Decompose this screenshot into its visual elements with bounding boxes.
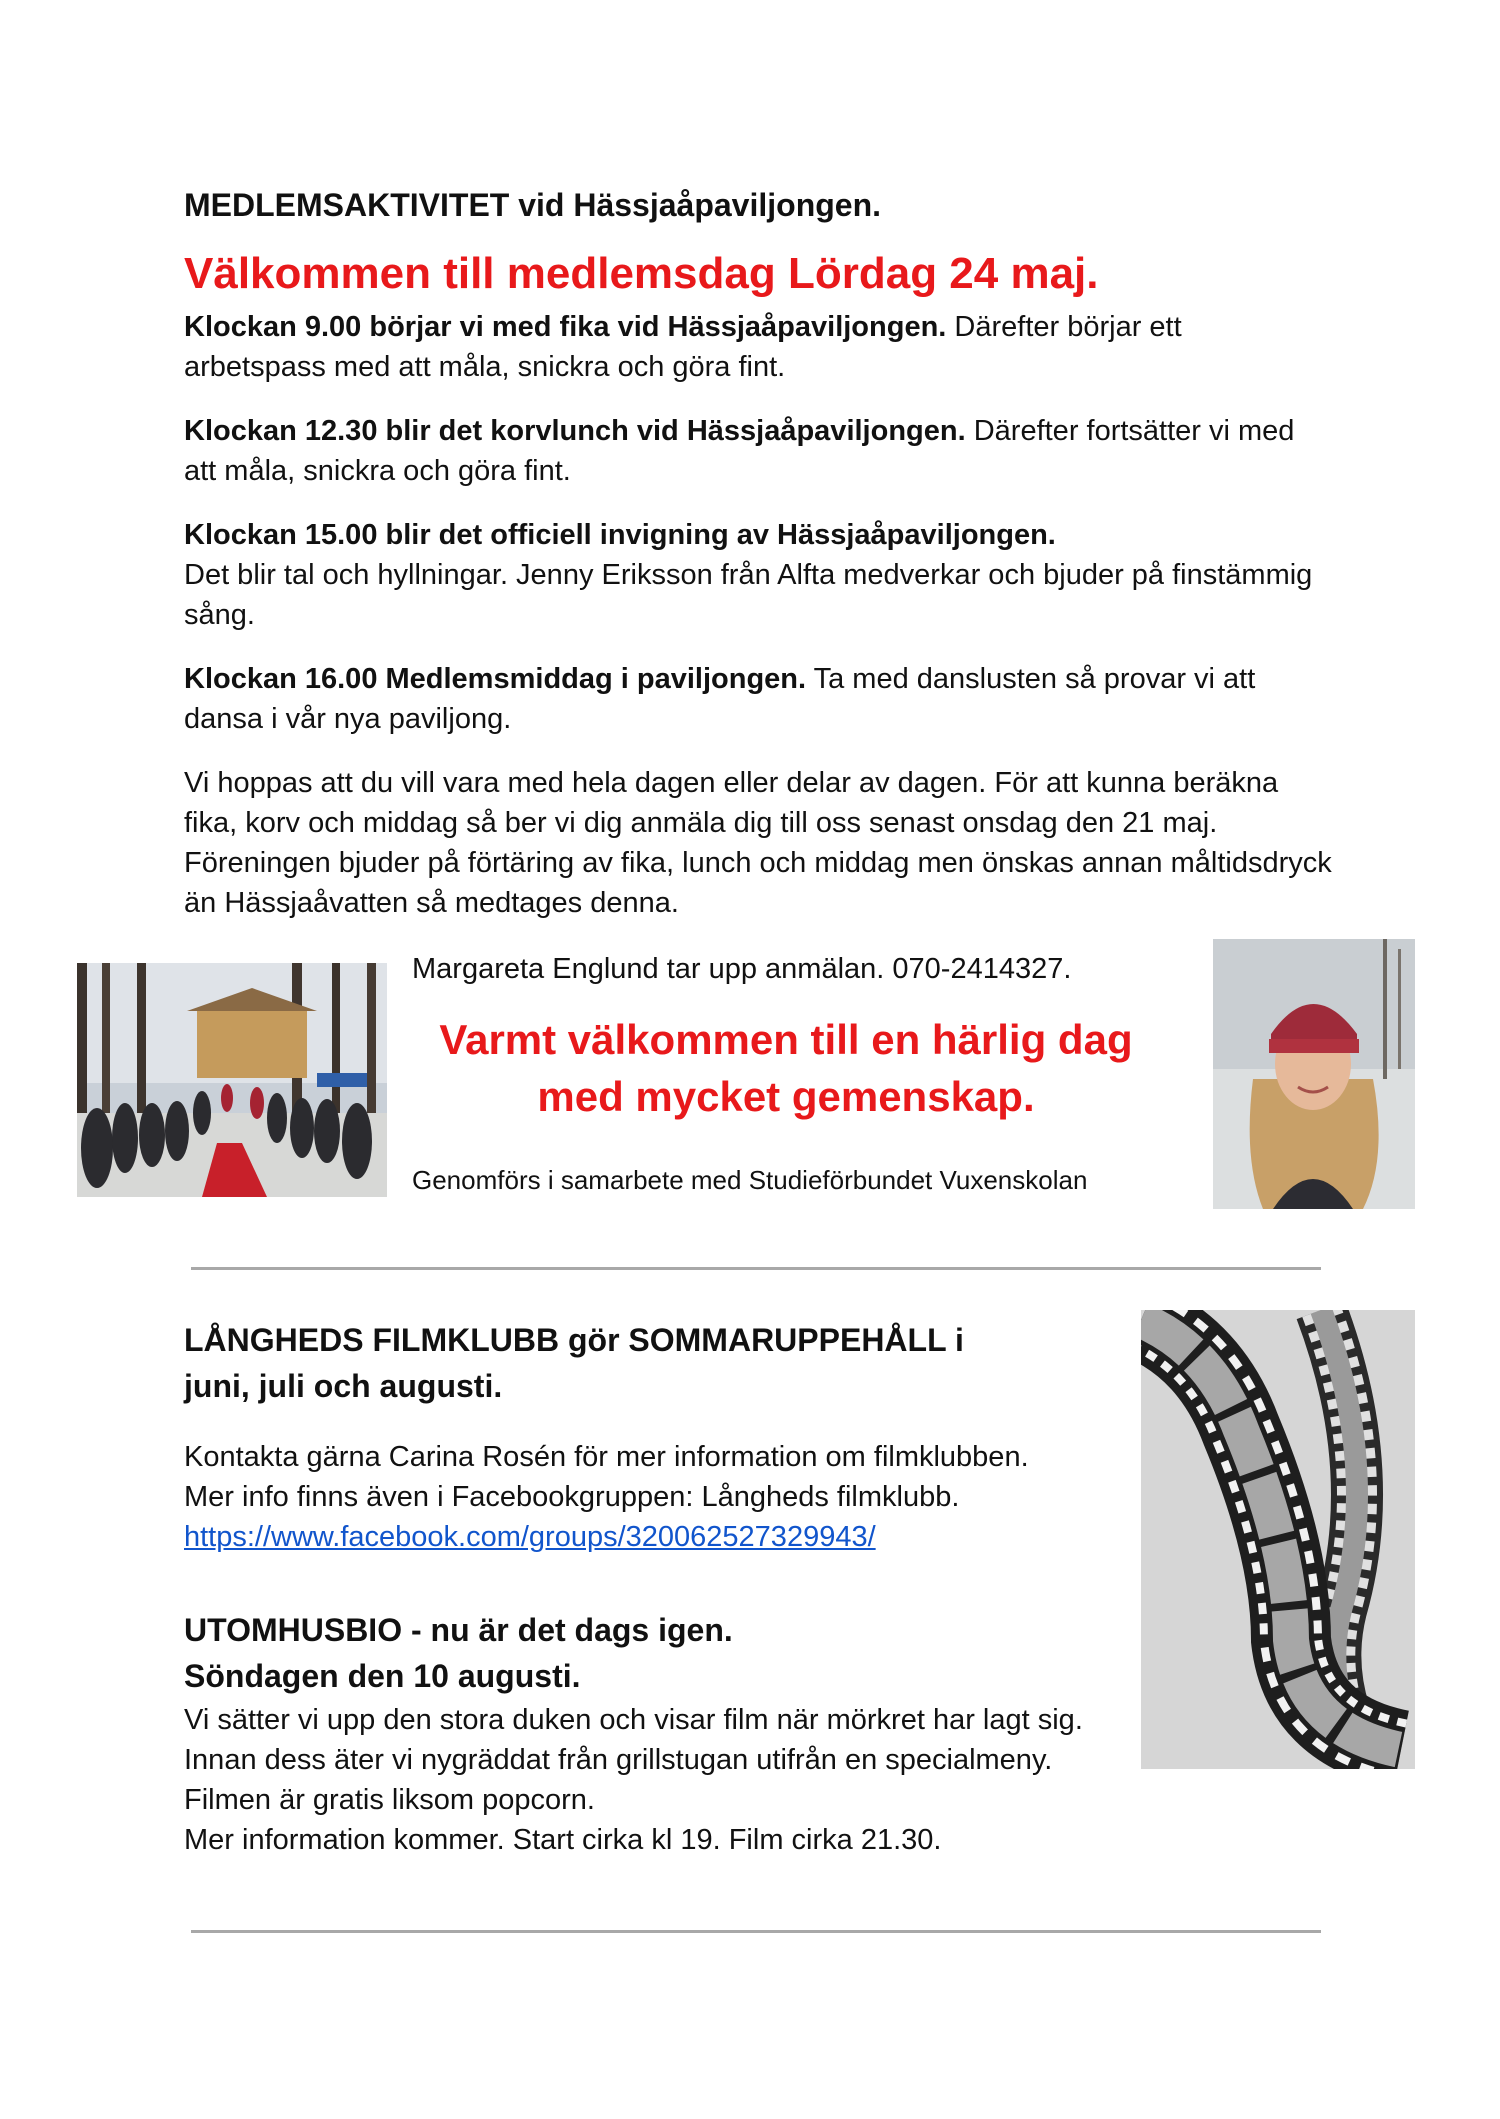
pavilion-photo bbox=[77, 963, 387, 1197]
utomhusbio-more-info: Mer information kommer. Start cirka kl 19. Film cirka 21.30. bbox=[184, 1824, 942, 1856]
utomhusbio-heading bbox=[184, 1607, 1084, 1699]
schedule-paragraph-1600 bbox=[184, 659, 1314, 739]
welcome-message bbox=[384, 1011, 1188, 1125]
signup-contact: Margareta Englund tar upp anmälan. 070-2414327. bbox=[412, 953, 1072, 985]
filmklubb-info bbox=[184, 1437, 1084, 1557]
welcome-message-line-1: Varmt välkommen till en härlig dag bbox=[439, 1016, 1133, 1063]
schedule-time-1500: Klockan 15.00 blir det officiell invigning av Hässjaåpaviljongen. bbox=[184, 519, 1056, 551]
welcome-message-line-2: med mycket gemenskap. bbox=[537, 1073, 1035, 1120]
schedule-paragraph-0900 bbox=[184, 307, 1314, 387]
schedule-paragraph-1500 bbox=[184, 515, 1314, 635]
utomhusbio-body bbox=[184, 1700, 1084, 1860]
section-heading-medlemsaktivitet: MEDLEMSAKTIVITET vid Hässjaåpaviljongen. bbox=[184, 187, 882, 223]
section-divider-2 bbox=[191, 1930, 1321, 1933]
schedule-time-1230: Klockan 12.30 blir det korvlunch vid Hässjaåpaviljongen. bbox=[184, 415, 966, 447]
filmklubb-heading-line-2: juni, juli och augusti. bbox=[184, 1368, 503, 1404]
schedule-paragraph-1230 bbox=[184, 411, 1314, 491]
filmklubb-contact: Kontakta gärna Carina Rosén för mer information om filmklubben. bbox=[184, 1441, 1029, 1473]
schedule-time-0900: Klockan 9.00 börjar vi med fika vid Hässjaåpaviljongen. bbox=[184, 311, 947, 343]
utomhusbio-heading-line-2: Söndagen den 10 augusti. bbox=[184, 1658, 581, 1694]
cooperation-note: Genomförs i samarbete med Studieförbundet Vuxenskolan bbox=[412, 1165, 1088, 1195]
filmklubb-facebook-info: Mer info finns även i Facebookgruppen: Långheds filmklubb. bbox=[184, 1481, 960, 1513]
schedule-text-1500: Det blir tal och hyllningar. Jenny Eriksson från Alfta medverkar och bjuder på finstämmig sång. bbox=[184, 559, 1313, 631]
facebook-group-link[interactable]: https://www.facebook.com/groups/320062527329943/ bbox=[184, 1521, 876, 1553]
schedule-text-1600: Ta med danslusten så provar vi att dansa i vår nya paviljong. bbox=[184, 663, 1256, 735]
filmklubb-heading bbox=[184, 1317, 1084, 1409]
filmklubb-heading-line-1: LÅNGHEDS FILMKLUBB gör SOMMARUPPEHÅLL i bbox=[184, 1322, 964, 1358]
section-divider-1 bbox=[191, 1267, 1321, 1270]
registration-paragraph: Vi hoppas att du vill vara med hela dagen eller delar av dagen. För att kunna beräkna fika, korv och middag så ber vi dig anmäla dig till oss senast onsdag den 21 maj. Föreningen bjuder på förtäring av fika, lunch och middag men önskas annan måltidsdryck än Hässjaåvatten så medtages denna. bbox=[184, 767, 1332, 919]
schedule-time-1600: Klockan 16.00 Medlemsmiddag i paviljongen. bbox=[184, 663, 807, 695]
portrait-photo bbox=[1213, 939, 1415, 1209]
schedule-text-0900: Därefter börjar ett arbetspass med att måla, snickra och göra fint. bbox=[184, 311, 1182, 383]
schedule-text-1230: Därefter fortsätter vi med att måla, snickra och göra fint. bbox=[184, 415, 1295, 487]
utomhusbio-description: Vi sätter vi upp den stora duken och visar film när mörkret har lagt sig. Innan dess äter vi nygräddat från grillstugan utifrån en specialmeny. Filmen är gratis liksom popcorn. bbox=[184, 1704, 1083, 1816]
utomhusbio-heading-line-1: UTOMHUSBIO - nu är det dags igen. bbox=[184, 1612, 733, 1648]
film-strip-image bbox=[1141, 1310, 1415, 1769]
welcome-headline: Välkommen till medlemsdag Lördag 24 maj. bbox=[184, 249, 1099, 298]
